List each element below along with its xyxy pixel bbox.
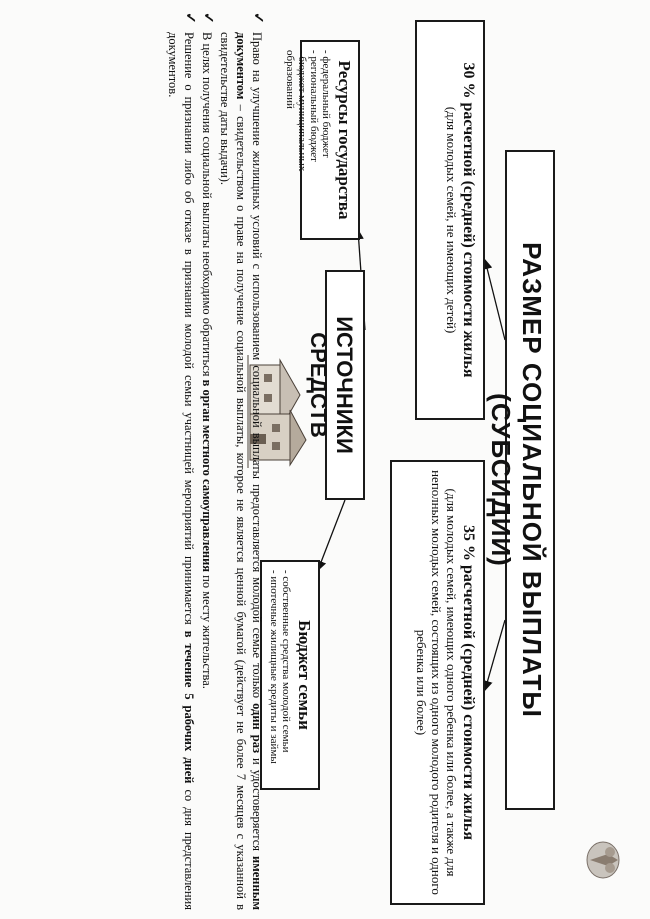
paragraph-bold: один раз: [250, 703, 264, 753]
subsidy-30-note: (для молодых семей, не имеющих детей): [444, 106, 459, 334]
title-box: [486, 150, 555, 810]
paragraph-text: В целях получения социальной выплаты необходимо обратиться: [200, 32, 214, 380]
paragraph-local-authority: [199, 10, 215, 910]
list-item: - собственные средства молодой семьи: [280, 570, 292, 780]
paragraph-bold: в орган местного самоуправления: [200, 379, 214, 573]
subsidy-30-heading: 30 % расчетной (средней) стоимости жилья: [460, 62, 477, 378]
paragraph-right-once: [217, 10, 265, 910]
family-budget-list: [268, 570, 292, 780]
subsidy-30-percent-box: [415, 20, 485, 420]
family-budget-box: [260, 560, 320, 790]
state-resources-box: [284, 40, 360, 240]
paragraph-decision-term: [165, 10, 197, 910]
paragraph-text: – свидетельством о праве на получение социальной выплаты, которое не является ценной бумагой (действует не более 7 месяцев с указанной в свидетельстве даты выдачи).: [218, 32, 248, 910]
checkmark-icon: ✓: [182, 12, 197, 24]
checkmark-icon: ✓: [200, 12, 215, 24]
info-paragraphs: [163, 10, 265, 910]
list-item: - федеральный бюджет: [320, 50, 332, 230]
subsidy-35-note: (для молодых семей, имеющих одного ребенка или более, а также для неполных молодых семей, состоящих из одного молодого родителя и одного ребенка или более): [414, 470, 459, 895]
state-resources-heading: Ресурсы государства: [335, 60, 354, 220]
state-resources-list: [284, 50, 332, 230]
paragraph-text: по месту жительства.: [200, 572, 214, 689]
paragraph-text: и удостоверяется: [250, 752, 264, 857]
paragraph-text: Решение о признании либо об отказе в признании молодой семьи участницей мероприятий принимается: [182, 32, 196, 631]
family-budget-heading: Бюджет семьи: [295, 620, 314, 730]
coat-of-arms-icon: [580, 830, 630, 890]
paragraph-bold: в течение 5 рабочих дней: [182, 630, 196, 784]
page-title: РАЗМЕР СОЦИАЛЬНОЙ ВЫПЛАТЫ (СУБСИДИИ): [486, 242, 547, 718]
paragraph-text: Право на улучшение жилищных условий с использованием социальной выплаты предоставляется молодой семье только: [250, 32, 264, 704]
funding-sources-box: [306, 270, 365, 500]
list-item: - региональный бюджет: [308, 50, 320, 230]
paragraph-bold: именным документом: [234, 32, 264, 910]
paragraph-text: со дня представления документов.: [166, 32, 196, 910]
list-item: - бюджет муниципальных образований: [284, 50, 308, 230]
list-item: - ипотечные жилищные кредиты и займы: [268, 570, 280, 780]
funding-sources-title: ИСТОЧНИКИ СРЕДСТВ: [306, 316, 357, 454]
subsidy-35-percent-box: [390, 460, 485, 905]
checkmark-icon: ✓: [250, 12, 265, 24]
subsidy-35-heading: 35 % расчетной (средней) стоимости жилья: [460, 524, 477, 841]
